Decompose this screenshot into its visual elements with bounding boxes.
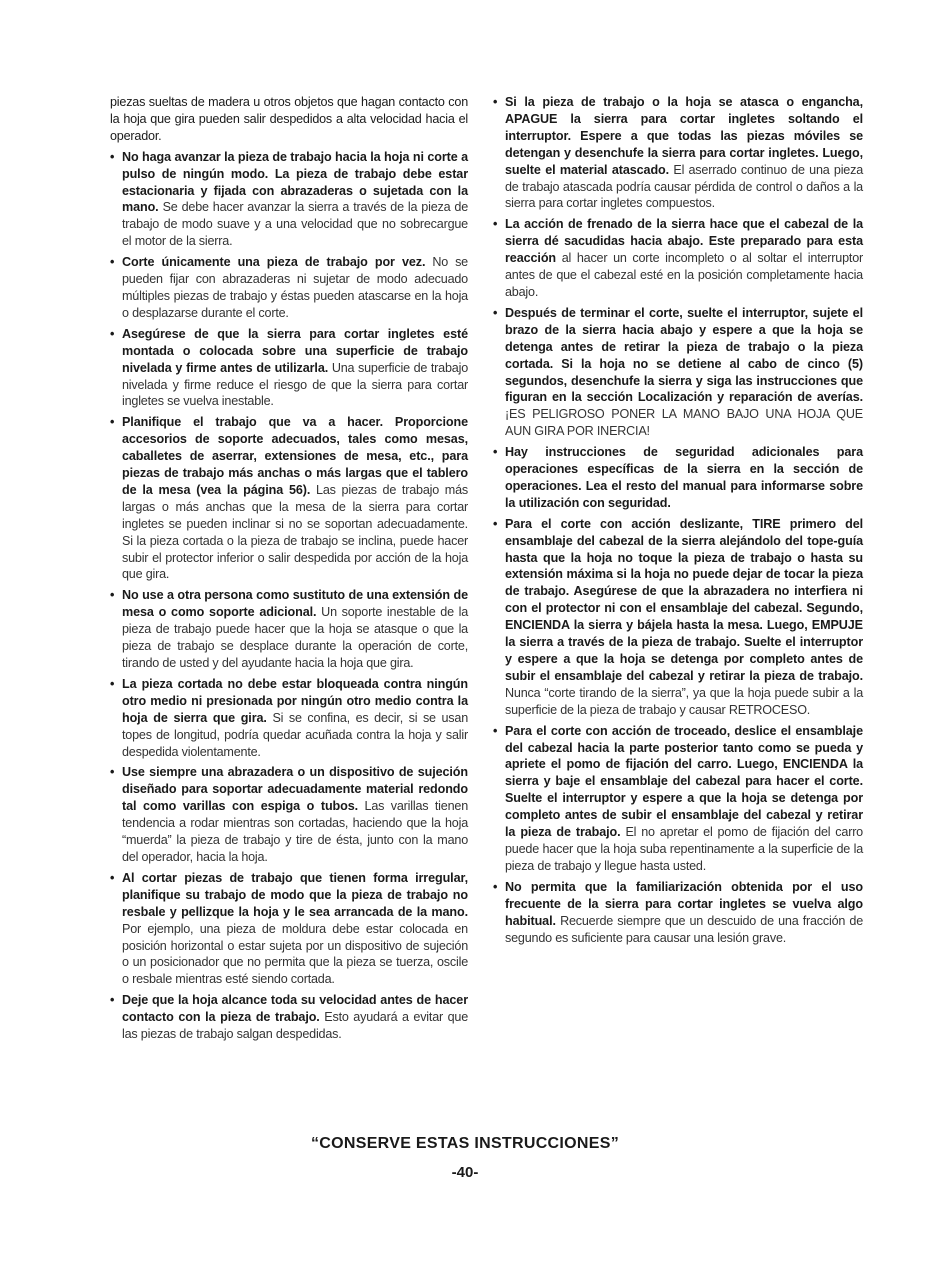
warning-bold: Si la pieza de trabajo o la hoja se atasca o engancha, APAGUE la sierra para cortar ingletes soltando el interruptor. Espere a que todas las piezas móviles se detengan y desenchufe la sierra para cortar ingletes. Luego, suelte el material atascado.	[505, 95, 863, 177]
list-item	[110, 326, 468, 411]
warning-bold: Corte únicamente una pieza de trabajo por vez.	[122, 255, 426, 270]
intro-paragraph: piezas sueltas de madera u otros objetos que hagan contacto con la hoja que gira pueden salir despedidos a alta velocidad hacia el operador.	[110, 95, 468, 143]
warning-bold: No haga avanzar la pieza de trabajo hacia la hoja ni corte a pulso de ningún modo. La pieza de trabajo debe estar estacionaria y fijada con abrazaderas o sujetada con la mano.	[122, 149, 468, 215]
footer-title: “CONSERVE ESTAS INSTRUCCIONES”	[310, 1135, 619, 1152]
warning-bold: La pieza cortada no debe estar bloqueada contra ningún otro medio ni presionada por ningún otro medio contra la hoja de sierra que gira.	[122, 676, 468, 725]
warning-bold: La acción de frenado de la sierra hace que el cabezal de la sierra dé sacudidas hacia abajo. Este preparado para esta reacción	[505, 217, 863, 266]
warning-bold: Hay instrucciones de seguridad adicionales para operaciones específicas de la sierra en la sección de operaciones. Lea el resto del manual para informarse sobre la utilización con seguridad.	[505, 445, 863, 510]
bullet-icon: •	[493, 95, 498, 109]
warning-bold: Deje que la hoja alcance toda su velocidad antes de hacer contacto con la pieza de trabajo.	[122, 993, 468, 1025]
list-item	[493, 723, 863, 875]
bullet-icon: •	[110, 993, 115, 1008]
left-column	[110, 94, 468, 1047]
bullet-icon: •	[493, 217, 498, 232]
bullet-icon: •	[110, 765, 115, 780]
list-item	[110, 149, 468, 250]
warning-bold: Asegúrese de que la sierra para cortar ingletes esté montada o colocada sobre una superficie de trabajo nivelada y firme antes de utilizarla.	[122, 326, 468, 375]
bullet-icon: •	[493, 879, 498, 894]
list-item	[493, 444, 863, 512]
warning-text: El aserrado continuo de una pieza de trabajo atascada podría causar pérdida de control o daños a la sierra para cortar ingletes compuestos.	[505, 162, 864, 211]
warning-text: Si se confina, es decir, si se usan topes de longitud, podría quedar acuñada contra la hoja y salir despedida violentamente.	[122, 710, 469, 759]
warning-text: No se pueden fijar con abrazaderas ni sujetar de modo adecuado múltiples piezas de trabajo y éstas pueden atascarse en la hoja o desplazarse durante el corte.	[122, 255, 468, 320]
warning-text: ¡ES PELIGROSO PONER LA MANO BAJO UNA HOJA QUE AUN GIRA POR INERCIA!	[505, 407, 863, 439]
warning-bold: Planifique el trabajo que va a hacer. Proporcione accesorios de soporte adecuados, tales como mesas, caballetes de aserrar, extensiones de mesa, etc., para piezas de trabajo más anchas o más largas que el tablero de la mesa (vea la página 56).	[122, 415, 468, 497]
warning-text: Las piezas de trabajo más largas o más anchas que la mesa de la sierra para cortar ingletes se pueden inclinar si no se soportan adecuadamente. Si la pieza cortada o la pieza de trabajo se inclina, puede hacer subir el protector inferior o salir despedida por acción de la hoja que gira.	[122, 482, 468, 582]
list-item	[493, 879, 863, 947]
bullet-icon: •	[110, 676, 115, 691]
warning-bold: Al cortar piezas de trabajo que tienen forma irregular, planifique su trabajo de modo que la pieza de trabajo no resbale y pellizque la hoja y le sea arrancada de la mano.	[122, 870, 468, 919]
bullet-icon: •	[110, 588, 115, 603]
warning-text: El no apretar el pomo de fijación del carro puede hacer que la hoja suba repentinamente a la superficie de la pieza de trabajo y llegue hasta usted.	[505, 825, 863, 873]
warning-bold: No use a otra persona como sustituto de una extensión de mesa o como soporte adicional.	[122, 588, 468, 620]
warning-bold: Después de terminar el corte, suelte el interruptor, sujete el brazo de la sierra hacia abajo y espere a que la hoja se detenga antes de retirar la pieza de trabajo o la pieza cortada. Si la hoja no se detiene al cabo de cinco (5) segundos, desenchufe la sierra y siga las instrucciones que figuran en la sección Localización y reparación de averías.	[505, 305, 863, 405]
bullet-icon: •	[110, 326, 115, 341]
list-item	[493, 305, 863, 440]
warning-text: Esto ayudará a evitar que las piezas de trabajo salgan despedidas.	[122, 1010, 468, 1042]
bullet-icon: •	[493, 723, 498, 738]
warning-text: Se debe hacer avanzar la sierra a través de la pieza de trabajo de modo suave y a una velocidad que no sobrecargue el motor de la sierra.	[122, 200, 468, 249]
list-item	[110, 992, 468, 1043]
list-item	[110, 870, 468, 988]
list-item	[110, 254, 468, 322]
list-item	[110, 587, 468, 672]
warning-text: Las varillas tienen tendencia a rodar mientras son cortadas, haciendo que la hoja “muerda” la pieza de trabajo y tire de ésta, junto con la mano del operador, hacia la hoja.	[122, 799, 468, 864]
bullet-icon: •	[493, 516, 498, 531]
warning-text: Nunca “corte tirando de la sierra”, ya que la hoja puede subir a la superficie de la pieza de trabajo y causar RETROCESO.	[505, 685, 863, 717]
bullet-icon: •	[110, 255, 115, 270]
list-item	[110, 676, 468, 761]
bullet-icon: •	[110, 415, 115, 430]
warning-bold: Para el corte con acción de troceado, deslice el ensamblaje del cabezal hacia la parte posterior tanto como se pueda y apriete el pomo de fijación del carro. Luego, ENCIENDA la sierra y baje el ensamblaje del cabezal para hacer el corte. Suelte el interruptor y espere a que la hoja se detenga por completo antes de subir el ensamblaje del cabezal y retirar la pieza de trabajo.	[505, 723, 863, 840]
bullet-icon: •	[110, 870, 115, 885]
warning-text: al hacer un corte incompleto o al soltar el interruptor antes de que el cabezal esté en la posición completamente hacia abajo.	[505, 251, 863, 299]
bullet-icon: •	[110, 149, 115, 164]
warning-text: Por ejemplo, una pieza de moldura debe estar colocada en posición horizontal o estar sujeta por un dispositivo de sujeción o un posicionador que no permita que la pieza se tuerza, oscile o resbale mientras esté siendo cortada.	[122, 921, 468, 987]
warning-bold: Para el corte con acción deslizante, TIRE primero del ensamblaje del cabezal de la sierra alejándolo del tope-guía hasta que la hoja no toque la pieza de trabajo o hasta su extensión máxima si la hoja no puede dejar de tocar la pieza de trabajo. Asegúrese de que la abrazadera no interfiera ni con el protector ni con el ensamblaje del cabezal. Segundo, ENCIENDA la sierra y bájela hasta la mesa. Luego, EMPUJE la sierra a través de la pieza de trabajo. Suelte el interruptor y espere a que la hoja se detenga por completo antes de subir el ensamblaje del cabezal y retirar la pieza de trabajo.	[505, 516, 863, 683]
right-column	[493, 94, 863, 950]
warning-bold: Use siempre una abrazadera o un dispositivo de sujeción diseñado para soportar adecuadamente material redondo tal como varillas con espiga o tubos.	[122, 765, 468, 814]
list-item	[493, 216, 863, 301]
warning-text: Una superficie de trabajo nivelada y firme reduce el riesgo de que la sierra para cortar ingletes se vuelva inestable.	[122, 360, 468, 409]
list-item	[110, 414, 468, 583]
warning-text: Un soporte inestable de la pieza de trabajo puede hacer que la hoja se atasque o que la pieza de trabajo se desplace durante la operación de corte, tirando de usted y del ayudante hacia la hoja que gira.	[122, 605, 468, 670]
list-item	[493, 516, 863, 719]
list-item	[110, 764, 468, 865]
warning-text: Recuerde siempre que un descuido de una fracción de segundo es suficiente para causar una lesión grave.	[505, 913, 863, 945]
bullet-icon: •	[493, 445, 498, 460]
warning-bold: No permita que la familiarización obtenida por el uso frecuente de la sierra para cortar ingletes se vuelva algo habitual.	[505, 879, 863, 928]
bullet-icon: •	[493, 305, 498, 320]
list-item	[493, 94, 863, 212]
page-number: -40-	[451, 1164, 479, 1181]
